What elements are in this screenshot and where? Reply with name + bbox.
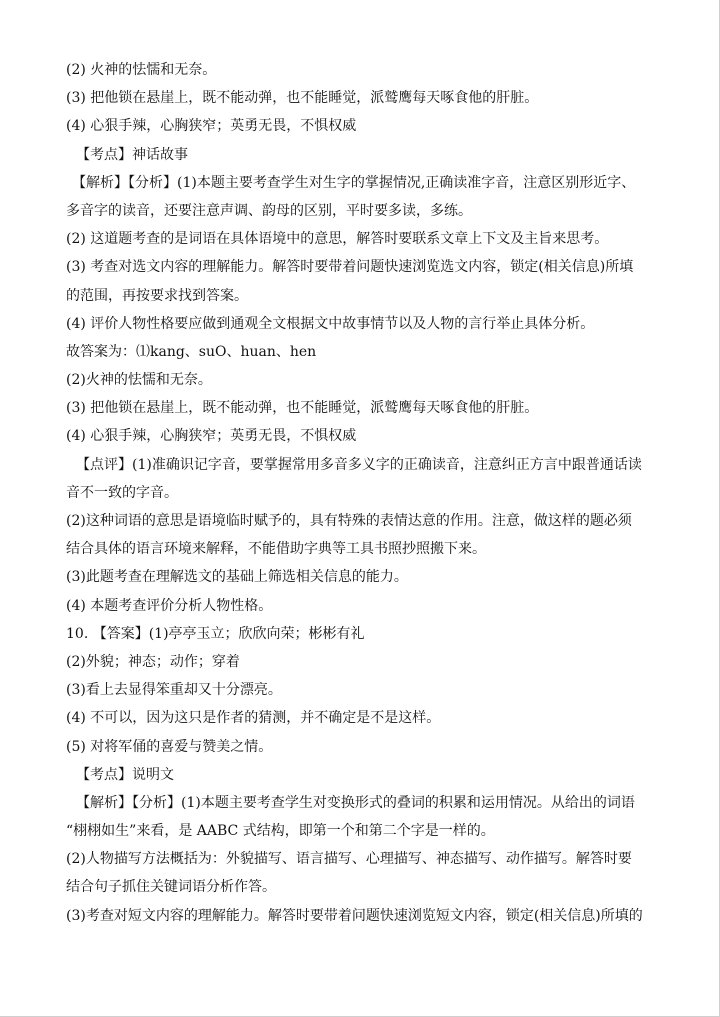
text-line: 音不一致的字音。 xyxy=(66,484,178,501)
text-line: (3)此题考查在理解选文的基础上筛选相关信息的能力。 xyxy=(66,569,408,586)
section-heading-kaodian: 【考点】神话故事 xyxy=(76,146,188,163)
section-heading-jiexi-2: 【解析】【分析】(1)本题主要考查学生对变换形式的叠词的积累和运用情况。从给出的词语 xyxy=(76,794,635,811)
text-line: (4) 心狠手辣，心胸狭窄；英勇无畏，不惧权威 xyxy=(66,428,357,445)
text-line: (2) 火神的怯懦和无奈。 xyxy=(66,62,217,78)
text-line: (3) 把他锁在悬崖上，既不能动弹，也不能睡觉，派鹫鹰每天啄食他的肝脏。 xyxy=(66,400,539,417)
text-line: (5) 对将军俑的喜爱与赞美之情。 xyxy=(66,738,273,755)
text-line: (3) 把他锁在悬崖上，既不能动弹，也不能睡觉，派鹫鹰每天啄食他的肝脏。 xyxy=(66,90,539,107)
text-line: “栩栩如生”来看，是 AABC 式结构，即第一个和第二个字是一样的。 xyxy=(66,823,495,840)
text-line: (4) 评价人物性格要应做到通观全文根据文中故事情节以及人物的言行举止具体分析。 xyxy=(66,315,595,332)
text-line: 的范围，再按要求找到答案。 xyxy=(66,287,248,304)
text-line: (2)火神的怯懦和无奈。 xyxy=(66,372,212,389)
question-10-answer: 10. 【答案】(1)亭亭玉立；欣欣向荣；彬彬有礼 xyxy=(66,625,365,642)
text-line: (2)这种词语的意思是语境临时赋予的，具有特殊的表情达意的作用。注意，做这样的题必须 xyxy=(66,513,632,529)
section-heading-dianping: 【点评】(1)准确识记字音，要掌握常用多音多义字的正确读音，注意纠正方言中跟普通话读 xyxy=(76,456,642,473)
section-heading-jiexi: 【解析】【分析】(1)本题主要考查学生对生字的掌握情况,正确读准字音，注意区别形近字、 xyxy=(72,174,636,191)
text-line: 结合具体的语言环境来解释，不能借助字典等工具书照抄照搬下来。 xyxy=(66,541,486,558)
text-line: (4) 本题考查评价分析人物性格。 xyxy=(66,597,273,614)
text-line: (2) 这道题考查的是词语在具体语境中的意思，解答时要联系文章上下文及主旨来思考。 xyxy=(66,231,609,248)
text-line: (3) 考查对选文内容的理解能力。解答时要带着问题快速浏览选文内容，锁定(相关信息)所填 xyxy=(66,259,634,276)
document-body xyxy=(66,56,666,930)
text-line: 多音字的读音，还要注意声调、韵母的区别，平时要多读，多练。 xyxy=(66,202,472,219)
answer-line: 故答案为：⑴kang、suO、huan、hen xyxy=(66,343,317,360)
text-line: (3)考查对短文内容的理解能力。解答时要带着问题快速浏览短文内容，锁定(相关信息)所填的 xyxy=(66,907,643,924)
text-line: (3)看上去显得笨重却又十分漂亮。 xyxy=(66,682,282,699)
text-line: (4) 心狠手辣，心胸狭窄；英勇无畏，不惧权威 xyxy=(66,118,357,135)
text-line: 结合句子抓住关键词语分析作答。 xyxy=(66,879,276,896)
text-line: (2)外貌；神态；动作；穿着 xyxy=(66,653,240,670)
section-heading-kaodian-2: 【考点】说明文 xyxy=(76,766,174,783)
text-line: (2)人物描写方法概括为：外貌描写、语言描写、心理描写、神态描写、动作描写。解答时要 xyxy=(66,851,632,868)
text-line: (4) 不可以，因为这只是作者的猜测，并不确定是不是这样。 xyxy=(66,710,441,727)
